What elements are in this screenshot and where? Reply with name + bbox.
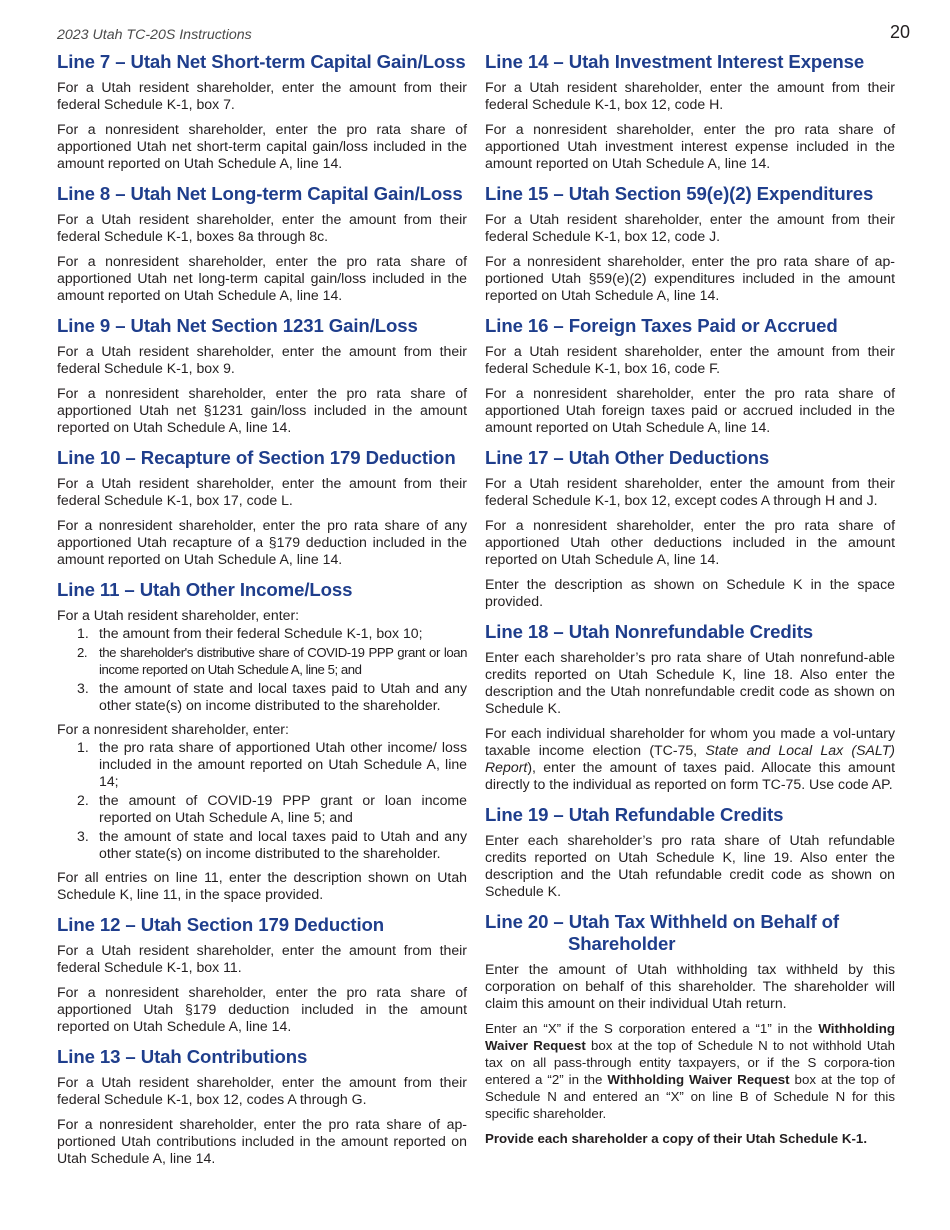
list-item: 1. the pro rata share of apportioned Utah other income/ loss included in the amount reported on Utah Schedule A, line 14; (77, 739, 467, 789)
paragraph: For a Utah resident shareholder, enter the amount from their federal Schedule K-1, box 12, codes A through G. (57, 1074, 467, 1107)
section-line-17 (485, 447, 895, 610)
section-line-10 (57, 447, 467, 568)
page-number: 20 (889, 22, 910, 42)
list-item: 3. the amount of state and local taxes paid to Utah and any other state(s) on income distributed to the shareholder. (77, 828, 467, 861)
section-line-13 (57, 1046, 467, 1167)
paragraph: For all entries on line 11, enter the description shown on Utah Schedule K, line 11, in the space provided. (57, 869, 467, 902)
paragraph: Enter the description as shown on Schedule K in the space provided. (485, 576, 895, 609)
paragraph: Enter each shareholder’s pro rata share of Utah nonrefund-able credits reported on Utah Schedule K, line 18. Also enter the description and the Utah nonrefundable credit code as shown on Schedule K. (485, 649, 895, 716)
paragraph: For a nonresident shareholder, enter the pro rata share of apportioned Utah net long-term capital gain/loss included in the amount reported on Utah Schedule A, line 14. (57, 253, 467, 303)
list-item: 2. the amount of COVID-19 PPP grant or loan income reported on Utah Schedule A, line 5; and (77, 792, 467, 825)
nonresident-list (57, 739, 467, 862)
section-heading: Line 18 – Utah Nonrefundable Credits (485, 621, 814, 642)
paragraph: For a Utah resident shareholder, enter the amount from their federal Schedule K-1, box 11. (57, 942, 467, 975)
paragraph: For a nonresident shareholder, enter the pro rata share of apportioned Utah §179 deduction included in the amount reported on Utah Schedule A, line 14. (57, 984, 467, 1034)
section-heading: Line 8 – Utah Net Long-term Capital Gain/Loss (57, 183, 463, 204)
paragraph: For a Utah resident shareholder, enter the amount from their federal Schedule K-1, boxes 8a through 8c. (57, 211, 467, 244)
section-line-16 (485, 315, 895, 436)
list-item: 1. the amount from their federal Schedule K-1, box 10; (77, 625, 423, 641)
paragraph: For a Utah resident shareholder, enter the amount from their federal Schedule K-1, box 12, code H. (485, 79, 895, 112)
paragraph: For a Utah resident shareholder, enter the amount from their federal Schedule K-1, box 16, code F. (485, 343, 895, 376)
paragraph: For a nonresident shareholder, enter the pro rata share of apportioned Utah investment interest expense included in the amount reported on Utah Schedule A, line 14. (485, 121, 895, 171)
section-heading: Line 20 – Utah Tax Withheld on Behalf of Shareholder (485, 911, 839, 954)
paragraph: For a Utah resident shareholder, enter the amount from their federal Schedule K-1, box 7. (57, 79, 467, 112)
section-line-11 (57, 579, 467, 903)
paragraph: For a nonresident shareholder, enter the pro rata share of apportioned Utah net §1231 gain/loss included in the amount reported on Utah Schedule A, line 14. (57, 385, 467, 435)
resident-list (57, 625, 467, 714)
paragraph: For a Utah resident shareholder, enter the amount from their federal Schedule K-1, box 12, code J. (485, 211, 895, 244)
section-line-20 (485, 911, 895, 1147)
section-line-8 (57, 183, 467, 304)
section-heading: Line 13 – Utah Contributions (57, 1046, 308, 1067)
section-line-12 (57, 914, 467, 1035)
paragraph: Enter each shareholder’s pro rata share of Utah refundable credits reported on Utah Schedule K, line 19. Also enter the description and the Utah refundable credit code as shown on Schedule K. (485, 832, 895, 899)
section-heading: Line 16 – Foreign Taxes Paid or Accrued (485, 315, 838, 336)
section-line-19 (485, 804, 895, 900)
paragraph: For a Utah resident shareholder, enter the amount from their federal Schedule K-1, box 9. (57, 343, 467, 376)
section-line-7 (57, 51, 467, 172)
section-heading: Line 14 – Utah Investment Interest Expense (485, 51, 865, 72)
paragraph: For a Utah resident shareholder, enter: (57, 607, 300, 623)
paragraph: For a nonresident shareholder, enter the pro rata share of apportioned Utah other deductions included in the amount reported on Utah Schedule A, line 14. (485, 517, 895, 567)
section-heading: Line 9 – Utah Net Section 1231 Gain/Loss (57, 315, 418, 336)
paragraph: For each individual shareholder for whom you made a vol-untary taxable income election (TC-75, State and Local Lax (SALT) Report), enter the amount of taxes paid. Allocate this amount directly to the individual as reported on form TC-75. Use code AP. (485, 725, 896, 792)
section-heading: Line 10 – Recapture of Section 179 Deduction (57, 447, 456, 468)
left-column (57, 51, 467, 1175)
section-heading: Line 12 – Utah Section 179 Deduction (57, 914, 385, 935)
section-heading: Line 7 – Utah Net Short-term Capital Gain/Loss (57, 51, 466, 72)
paragraph: For a nonresident shareholder, enter: (57, 721, 289, 737)
paragraph: For a nonresident shareholder, enter the pro rata share of ap-portioned Utah §59(e)(2) expenditures included in the amount reported on Utah Schedule A, line 14. (485, 253, 895, 303)
right-column (485, 51, 895, 1155)
section-heading: Line 19 – Utah Refundable Credits (485, 804, 784, 825)
paragraph: For a Utah resident shareholder, enter the amount from their federal Schedule K-1, box 17, code L. (57, 475, 467, 508)
paragraph-bold-note: Provide each shareholder a copy of their Utah Schedule K-1. (485, 1131, 868, 1146)
paragraph: Enter the amount of Utah withholding tax withheld by this corporation on behalf of this shareholder. The shareholder will claim this amount on their individual Utah return. (485, 961, 895, 1011)
section-line-15 (485, 183, 895, 304)
section-line-14 (485, 51, 895, 172)
section-line-9 (57, 315, 467, 436)
paragraph: For a nonresident shareholder, enter the pro rata share of any apportioned Utah recapture of a §179 deduction included in the amount reported on Utah Schedule A, line 14. (57, 517, 467, 567)
list-item: 2. the shareholder's distributive share of COVID-19 PPP grant or loan income reported on Utah Schedule A, line 5; and (77, 645, 467, 677)
section-heading: Line 15 – Utah Section 59(e)(2) Expenditures (485, 183, 874, 204)
paragraph: For a nonresident shareholder, enter the pro rata share of apportioned Utah foreign taxes paid or accrued included in the amount reported on Utah Schedule A, line 14. (485, 385, 895, 435)
paragraph: For a nonresident shareholder, enter the pro rata share of apportioned Utah net short-term capital gain/loss included in the amount reported on Utah Schedule A, line 14. (57, 121, 467, 171)
paragraph: For a nonresident shareholder, enter the pro rata share of ap-portioned Utah contributions included in the amount reported on Utah Schedule A, line 14. (57, 1116, 467, 1166)
section-heading: Line 17 – Utah Other Deductions (485, 447, 770, 468)
document-header-title: 2023 Utah TC-20S Instructions (57, 27, 252, 43)
list-item: 3. the amount of state and local taxes paid to Utah and any other state(s) on income distributed to the shareholder. (77, 680, 467, 713)
section-heading: Line 11 – Utah Other Income/Loss (57, 579, 353, 600)
paragraph: For a Utah resident shareholder, enter the amount from their federal Schedule K-1, box 12, except codes A through H and J. (485, 475, 895, 508)
section-line-18 (485, 621, 895, 793)
paragraph: Enter an “X” if the S corporation entered a “1” in the Withholding Waiver Request box at the top of Schedule N to not withhold Utah tax on all pass-through entity taxpayers, or if the S corpora-tion entered a “2” in the Withholding Waiver Request box at the top of Schedule N and entered an “X” on line B of Schedule N for this specific shareholder. (485, 1021, 895, 1121)
